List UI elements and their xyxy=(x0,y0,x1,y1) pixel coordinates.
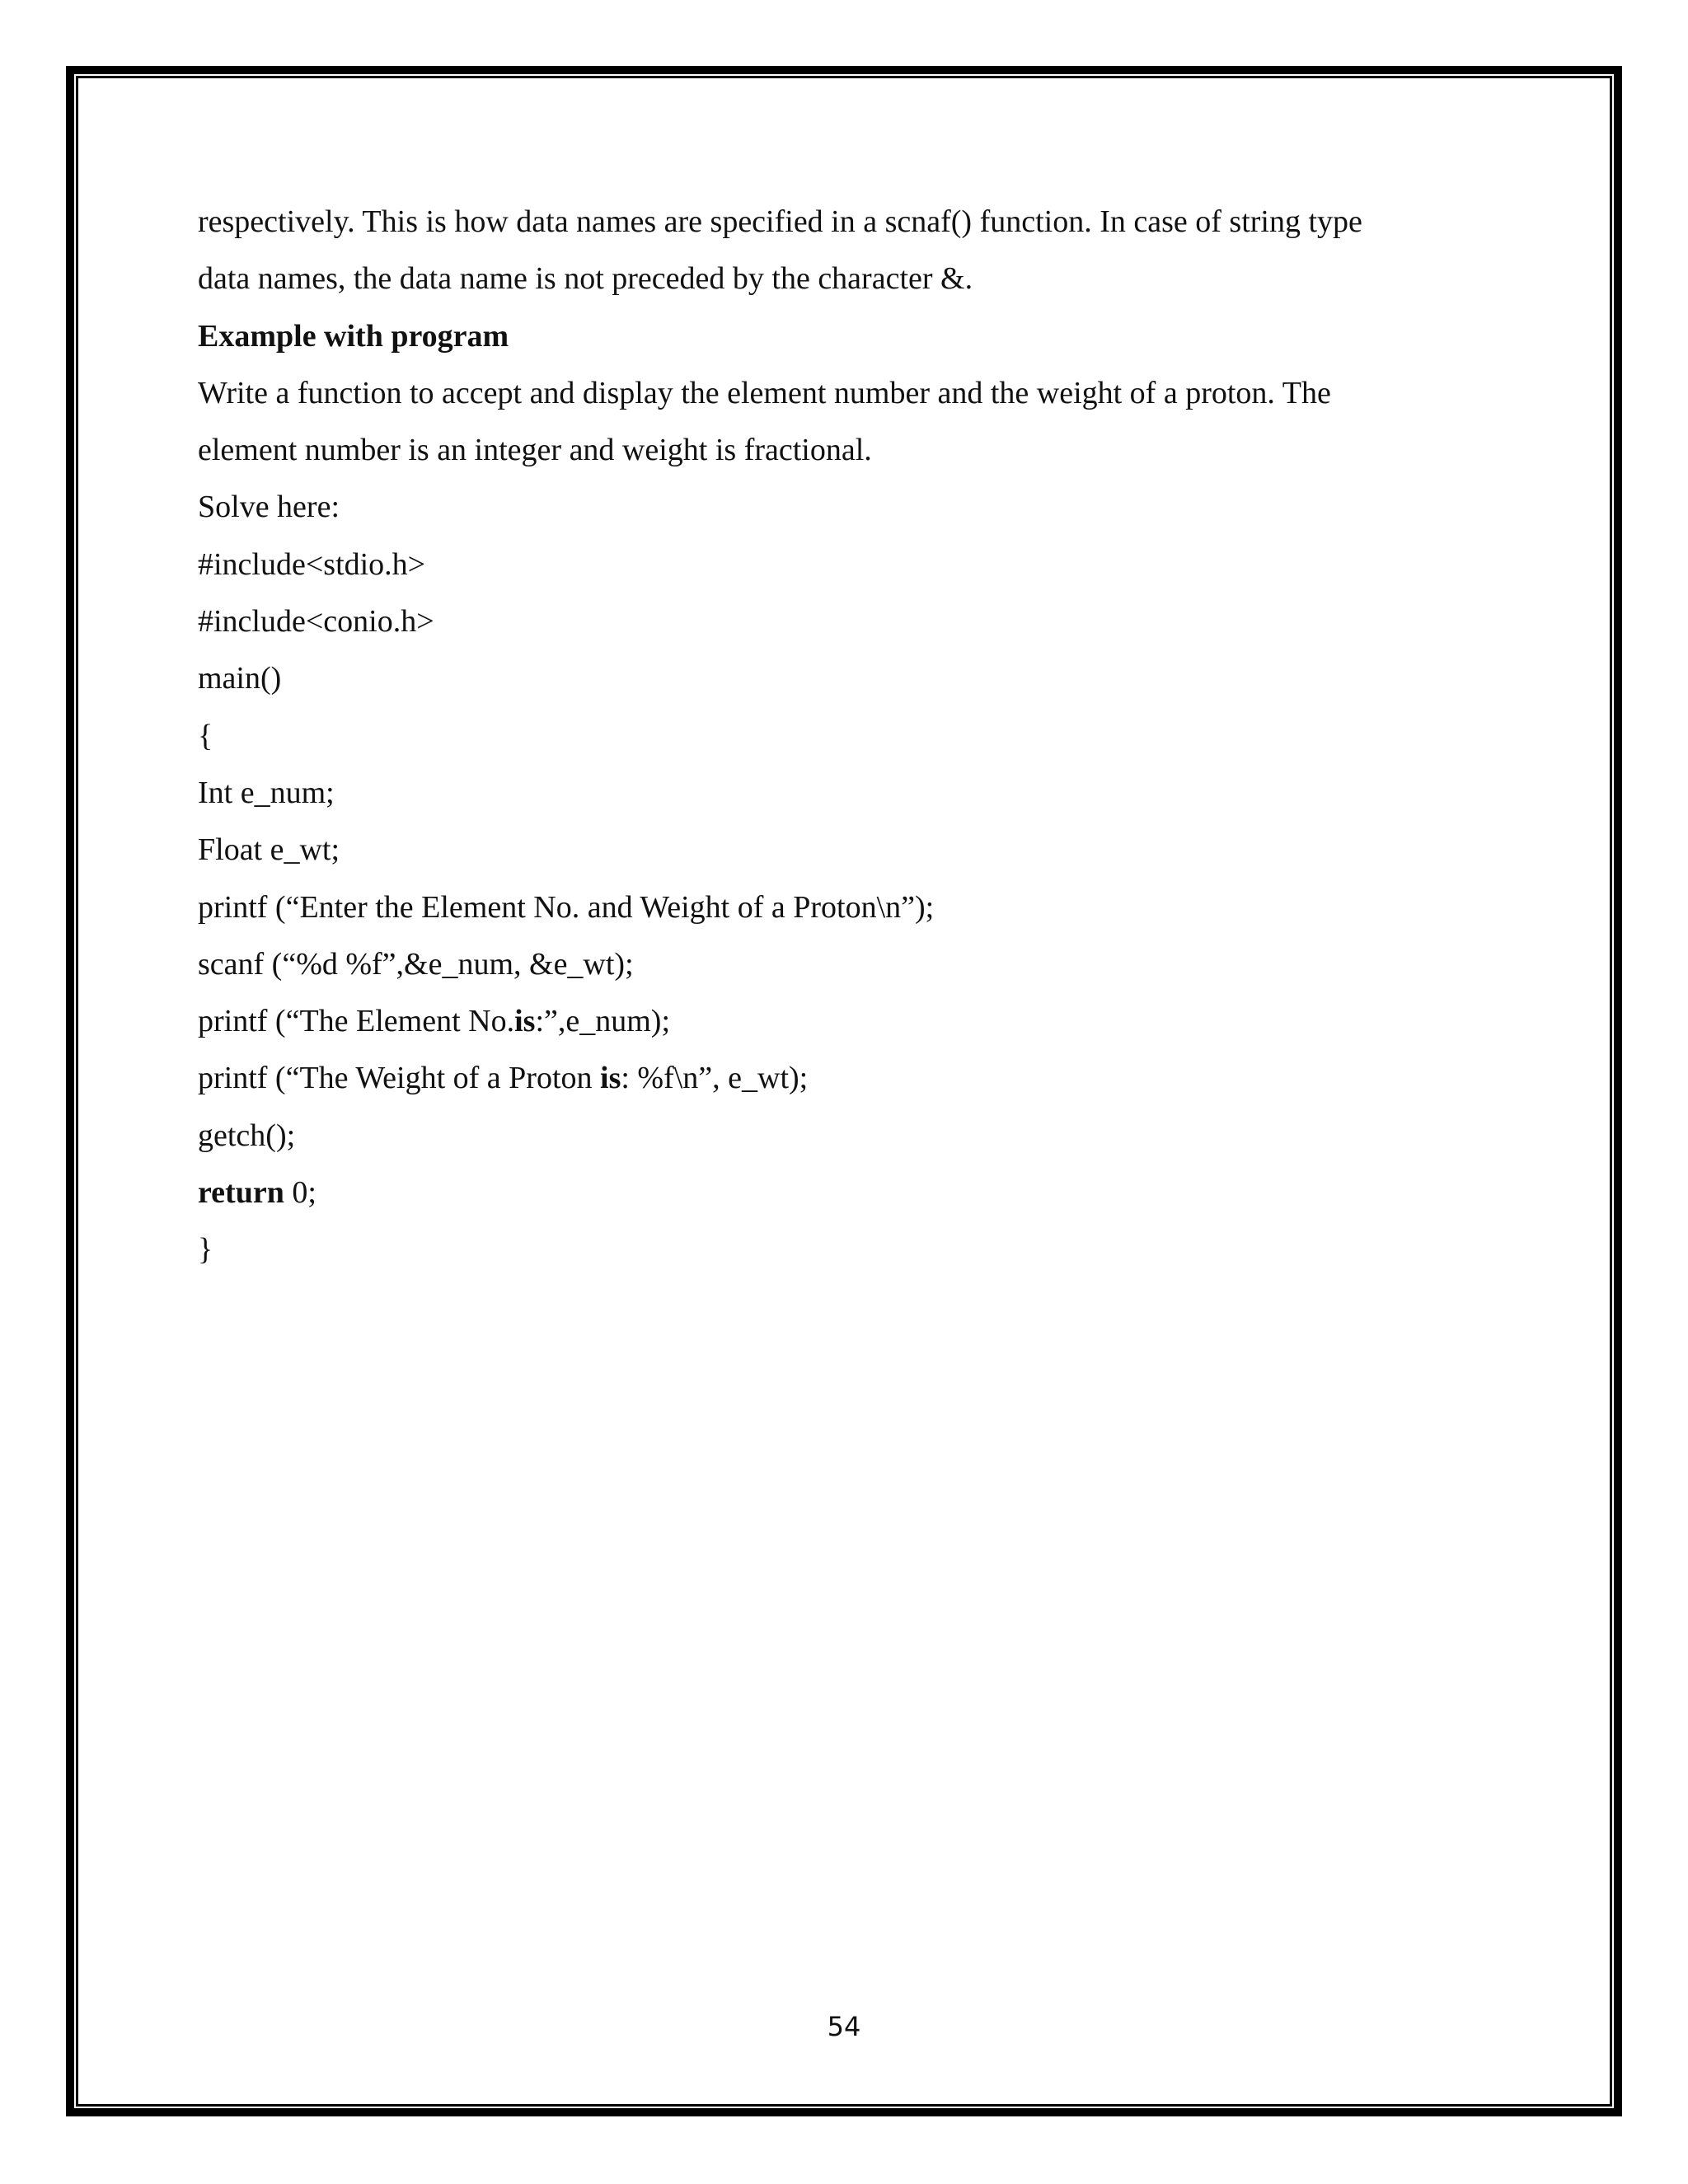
code-line-scanf: scanf (“%d %f”,&e_num, &e_wt); xyxy=(198,946,634,982)
intro-line-1: respectively. This is how data names are specified in a scnaf() function. In case of string type xyxy=(198,204,1362,239)
code-line-return xyxy=(198,1165,1484,1221)
code-text: printf (“The Element No. xyxy=(198,1004,515,1039)
intro-line-2: data names, the data name is not preceded by the character &. xyxy=(198,261,973,297)
question-line-1: Write a function to accept and display the element number and the weight of a proton. The xyxy=(198,375,1331,410)
code-line-int-decl: Int e_num; xyxy=(198,775,335,810)
question-line-2: element number is an integer and weight is fractional. xyxy=(198,433,872,468)
code-keyword-is: is xyxy=(600,1061,621,1096)
code-line-include-conio: #include<conio.h> xyxy=(198,604,434,640)
code-text: : %f\n”, e_wt); xyxy=(621,1061,809,1096)
code-line-printf-element xyxy=(198,993,1484,1050)
solve-label: Solve here: xyxy=(198,490,340,525)
code-line-include-stdio: #include<stdio.h> xyxy=(198,546,426,582)
code-text: 0; xyxy=(284,1175,316,1211)
code-text: :”,e_num); xyxy=(535,1004,671,1039)
code-line-float-decl: Float e_wt; xyxy=(198,832,340,868)
code-keyword-is: is xyxy=(514,1004,536,1039)
section-heading: Example with program xyxy=(198,318,509,354)
code-line-printf-prompt: printf (“Enter the Element No. and Weight of a Proton\n”); xyxy=(198,889,935,925)
code-line-main: main() xyxy=(198,661,282,696)
code-keyword-return: return xyxy=(198,1175,284,1211)
code-line-open-brace: { xyxy=(198,718,213,753)
page-number: 54 xyxy=(827,2011,861,2042)
code-line-printf-weight xyxy=(198,1050,1484,1107)
page-content xyxy=(198,194,1484,1279)
code-line-close-brace: } xyxy=(198,1232,213,1268)
code-line-getch: getch(); xyxy=(198,1118,296,1153)
code-text: printf (“The Weight of a Proton xyxy=(198,1061,601,1096)
